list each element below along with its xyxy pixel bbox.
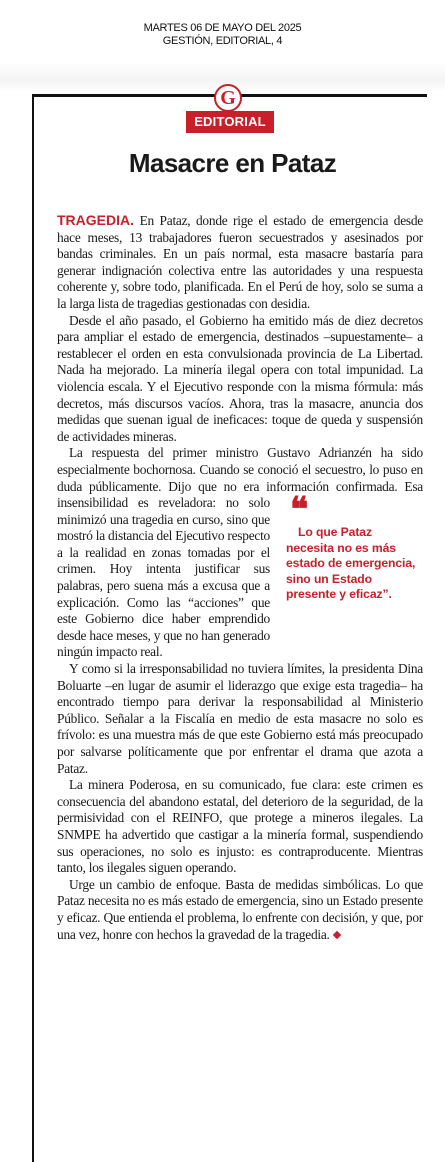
paragraph-3-text-b: no solo minimizó una tragedia en curso, sino que mostró la distancia del Ejecutivo respecto a la realidad en zonas tomadas por el crimen. Hoy intenta justificar sus palabras, pero suena más a excusa que a explicación. Como las “acciones” que este Gobierno dice haber emprendido desde hace meses, y que no han generado ningún impacto real. [57, 495, 270, 660]
paragraph-3-text-a: La respuesta del primer ministro Gustavo Adrianzén ha sido especialmente bochornosa. Cuando se conoció el secuestro, lo puso en duda públicamente. Dijo que no era información confirmada. Esa insensibilidad es reveladora: [57, 445, 423, 511]
paragraph-2: Desde el año pasado, el Gobierno ha emitido más de diez decretos para ampliar el estado de emergencia, destinados –supuestamente– a restablecer el orden en esta convulsionada provincia de La Libertad. Nada ha mejorado. La minería ilegal opera con total impunidad. La violencia escala. Y el Ejecutivo responde con la misma fórmula: más decretos, más discursos vacíos. Ahora, tras la masacre, anuncia dos medidas que suenan igual de ineficaces: toque de queda y suspensión de actividades mineras. [57, 312, 423, 444]
paragraph-3 [57, 445, 423, 661]
article-body [57, 212, 423, 943]
frame-left-rule [32, 94, 34, 1162]
source-line: GESTIÓN, EDITORIAL, 4 [162, 35, 283, 47]
quote-mark-icon: ❝ [290, 491, 306, 530]
gestion-logo: G [214, 84, 242, 112]
publication-header [0, 22, 445, 48]
section-kicker: EDITORIAL [186, 111, 274, 133]
paragraph-1-text: En Pataz, donde rige el estado de emergencia desde hace meses, 13 trabajadores fueron secuestrados y asesinados por bandas criminales. En un país normal, esta masacre bastaría para generar indignación colectiva entre las autoridades y una respuesta coherente y, sobre todo, planificada. En el Perú de hoy, solo se suma a la larga lista de tragedias gestionadas con desidia. [57, 213, 423, 311]
paragraph-6-text: Urge un cambio de enfoque. Basta de medidas simbólicas. Lo que Pataz necesita no es más estado de emergencia, sino un Estado presente y eficaz. Que entienda el problema, lo enfrente con decisión, y que, por una vez, honre con hechos la gravedad de la tragedia. [57, 876, 423, 942]
pull-quote [278, 491, 423, 655]
article-title: Masacre en Pataz [128, 148, 337, 178]
date-line: MARTES 06 DE MAYO DEL 2025 [143, 22, 302, 34]
end-diamond-icon [332, 930, 340, 938]
paragraph-1 [57, 212, 423, 313]
paragraph-5: La minera Poderosa, en su comunicado, fue clara: este crimen es consecuencia del abandono estatal, del deterioro de la seguridad, de la permisividad con el REINFO, que protege a mineros ilegales. La SNMPE ha advertido que castigar a la minería formal, suspendiendo sus operaciones, no solo es injusto: es contraproducente. Mientras tanto, los ilegales siguen operando. [57, 777, 423, 876]
pull-quote-text: Lo que Pataz necesita no es más estado de emergencia, sino un Estado presente y eficaz”. [286, 525, 416, 602]
lead-word: TRAGEDIA. [57, 212, 134, 228]
paragraph-4: Y como si la irresponsabilidad no tuviera límites, la presidenta Dina Boluarte –en lugar de asumir el liderazgo que exige esta tragedia– ha encontrado tiempo para derivar la responsabilidad al Ministerio Público. Señalar a la Fiscalía en medio de esta masacre no solo es frívolo: es una muestra más de que este Gobierno está más preocupado por salvarse políticamente que por enfrentar el drama que azota a Pataz. [57, 661, 423, 776]
paragraph-6 [57, 877, 423, 943]
